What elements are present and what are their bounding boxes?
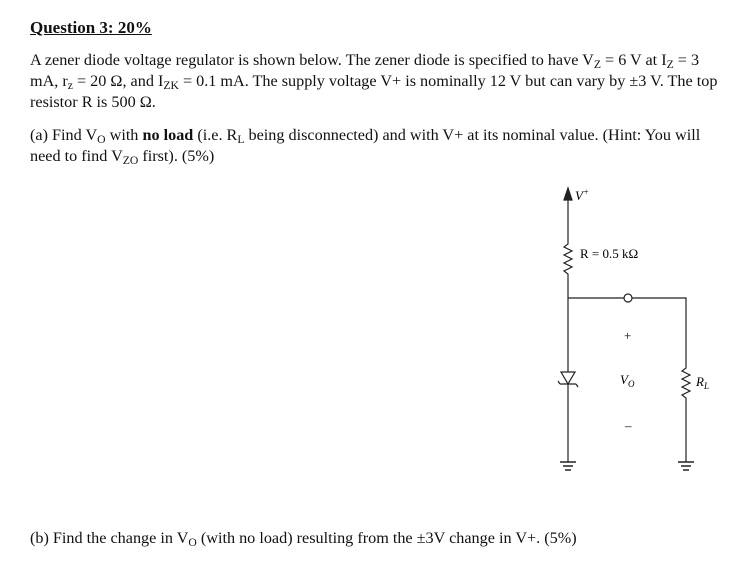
output-terminal <box>624 294 632 302</box>
problem-statement: A zener diode voltage regulator is shown below. The zener diode is specified to have $V_Z = 6$ V at $I_Z = 3$ mA, $r_z = 20$ Ω, and $I_{ZK} = 0.1$ mA. The supply voltage V+ is nominally 12 V but can vary by ±3 V. The top resistor R is 500 Ω. <box>30 51 718 111</box>
load-resistor-label: $R_L$ <box>696 374 709 391</box>
vo-label: $V_O$ <box>620 372 635 389</box>
question-heading: Question 3: 20% <box>30 18 152 37</box>
supply-arrow-icon <box>564 188 572 200</box>
part-b-text: (b) Find the change in $V_O$ (with no load) resulting from the ±3V change in V+. (5%) <box>30 529 577 549</box>
supply-label: V+ <box>575 187 590 203</box>
resistor-rl-symbol <box>682 362 690 462</box>
vo-plus-sign: + <box>624 328 632 343</box>
resistor-r-symbol <box>564 232 572 298</box>
ground-icon-right <box>678 462 694 470</box>
load-wire <box>632 298 686 362</box>
resistor-r-label: R = 0.5 kΩ <box>580 246 639 261</box>
vo-minus-sign: – <box>625 418 632 433</box>
part-a-text: (a) Find $V_O$ with no load (i.e. $R_L$ being disconnected) and with V+ at its nominal value. (Hint: You will need to find $V_{ZO}$ first). (5%) <box>30 126 701 167</box>
zener-diode-symbol <box>561 372 575 384</box>
ground-icon-left <box>560 462 576 470</box>
